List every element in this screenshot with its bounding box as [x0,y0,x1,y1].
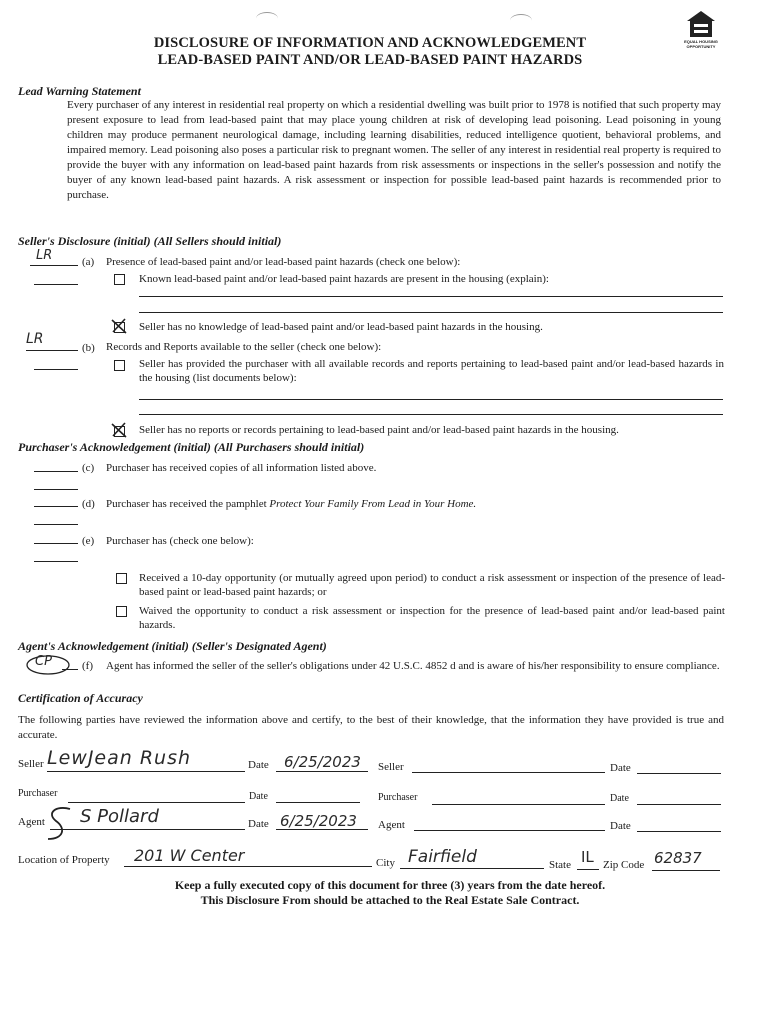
agent-label: Agent [18,816,45,828]
documents-line-2[interactable] [139,414,723,415]
item-b-label: (b) [82,342,95,354]
agent-ack-heading: Agent's Acknowledgement (initial) (Seller's Designated Agent) [18,639,327,653]
seller2-date-line[interactable] [637,773,721,774]
seller-date-label: Date [248,759,269,771]
purchaser-label: Purchaser [18,788,58,799]
agent2-signature-line[interactable] [414,830,605,831]
location-label: Location of Property [18,854,110,866]
city-value: Fairfield [408,847,477,867]
agent2-date-label: Date [610,820,631,832]
page-subtitle: LEAD-BASED PAINT AND/OR LEAD-BASED PAINT HAZARDS [157,52,583,68]
lead-warning-body: Every purchaser of any interest in residential real property on which a residential dwelling was built prior to 1978 is notified that such property may present exposure to lead from lead-based paint that may place young children at risk of developing lead poisoning. Lead poisoning in young children may produce permanent neurological damage, including learning disabilities, reduced intelligence quotient, behavioral problems, and impaired memory. Lead poisoning also poses a particular risk to pregnant women. The seller of any interest in residential real property is required to provide the buyer with any information on lead-based paint hazards from risk assessments or inspections in the seller's possession and notify the buyer of any known lead-based paint hazards. A risk assessment or inspection for possible lead-based paint hazards is recommended prior to purchase. [67,99,721,201]
purchaser-ack-heading: Purchaser's Acknowledgement (initial) (All Purchasers should initial) [18,440,365,454]
initials-seller-b: LR [26,331,44,347]
scan-mark [256,12,278,25]
initials-line-a[interactable] [30,265,78,266]
purchaser2-date-label: Date [610,793,629,804]
item-d-label: (d) [82,498,95,510]
option-records-provided: Seller has provided the purchaser with all available records and reports pertaining to lead-based paint and/or lead-based hazards in the housing (list documents below): [139,358,724,384]
item-d-text [106,497,476,511]
item-f-text: Agent has informed the seller of the seller's obligations under 42 U.S.C. 4852 d and is aware of his/her responsibility to ensure compliance. [106,660,720,672]
seller-disclosure-heading: Seller's Disclosure (initial) (All Sellers should initial) [18,234,282,248]
seller-date: 6/25/2023 [284,753,361,771]
city-line[interactable] [400,868,544,869]
seller-date-line[interactable] [276,771,368,772]
purchaser2-signature-line[interactable] [432,804,605,805]
certification-body: The following parties have reviewed the information above and certify, to the best of their knowledge, that the information they have provided is true and accurate. [18,714,724,741]
purchaser-signature-line[interactable] [68,802,245,803]
initials-line-f[interactable] [62,669,78,670]
checkbox-received-opportunity[interactable] [116,573,127,584]
purchaser2-date-line[interactable] [637,804,721,805]
equal-housing-opportunity-icon [683,9,719,53]
item-a-text: Presence of lead-based paint and/or lead-based paint hazards (check one below): [106,256,461,268]
seller2-date-label: Date [610,762,631,774]
option-no-knowledge: Seller has no knowledge of lead-based paint and/or lead-based paint hazards in the housing. [139,321,543,333]
agent-date: 6/25/2023 [280,812,357,830]
initials-line-c[interactable] [34,471,78,472]
state-line[interactable] [577,869,599,870]
zip-label: Zip Code [603,859,645,871]
lead-warning-heading: Lead Warning Statement [18,84,141,98]
initials-line-c2[interactable] [34,489,78,490]
initials-seller-a: LR [36,248,53,263]
location-line[interactable] [124,866,372,867]
location-value: 201 W Center [134,846,245,865]
initials-line-e[interactable] [34,543,78,544]
purchaser-date-line[interactable] [276,802,360,803]
agent2-date-line[interactable] [637,831,721,832]
initials-line-e2[interactable] [34,561,78,562]
agent-signature-line[interactable] [50,829,245,830]
state-label: State [549,859,571,871]
agent-date-line[interactable] [276,829,368,830]
scan-mark [510,14,532,27]
initials-line-b2[interactable] [34,369,78,370]
item-d-text-main: Purchaser has received the pamphlet [106,498,267,510]
option-no-records: Seller has no reports or records pertaining to lead-based paint and/or lead-based paint hazards in the housing. [139,424,619,436]
item-e-text: Purchaser has (check one below): [106,535,254,547]
item-a-label: (a) [82,256,95,268]
item-b-text: Records and Reports available to the seller (check one below): [106,341,382,353]
city-label: City [376,857,395,869]
seller-signature-line[interactable] [47,771,245,772]
initials-line-b[interactable] [26,350,78,351]
item-e-label: (e) [82,535,95,547]
logo-caption: EQUAL HOUSING OPPORTUNITY [684,39,718,49]
item-f-label: (f) [82,660,93,672]
initials-agent-f: CP [35,654,52,669]
item-c-label: (c) [82,462,95,474]
seller-signature: LewJean Rush [47,747,192,769]
state-value: IL [581,848,594,866]
checkbox-records-provided[interactable] [114,360,125,371]
explain-line-2[interactable] [139,312,723,313]
initials-line-a2[interactable] [34,284,78,285]
zip-value: 62837 [654,849,702,867]
documents-line-1[interactable] [139,399,723,400]
item-c-text: Purchaser has received copies of all information listed above. [106,462,377,474]
initials-line-d[interactable] [34,506,78,507]
option-known-lead: Known lead-based paint and/or lead-based paint hazards are present in the housing (explain): [139,273,549,285]
pamphlet-title: Protect Your Family From Lead in Your Home. [269,498,477,510]
certification-heading: Certification of Accuracy [18,691,143,705]
agent2-label: Agent [378,819,405,831]
checkbox-waived-opportunity[interactable] [116,606,127,617]
agent-date-label: Date [248,818,269,830]
footer-line-1: Keep a fully executed copy of this document for three (3) years from the date hereof. [174,878,606,892]
seller-label: Seller [18,758,44,770]
checkbox-known-lead[interactable] [114,274,125,285]
initials-line-d2[interactable] [34,524,78,525]
agent-signature: S Pollard [80,806,159,827]
agent-signature-s-mark [40,803,80,845]
purchaser-date-label: Date [249,791,268,802]
page-title: DISCLOSURE OF INFORMATION AND ACKNOWLEDGEMENT [153,35,587,51]
option-waived-opportunity: Waived the opportunity to conduct a risk assessment or inspection for the presence of lead-based paint and/or lead-based paint hazards. [139,605,725,631]
explain-line-1[interactable] [139,296,723,297]
seller2-label: Seller [378,761,404,773]
check-mark-icon [109,421,129,439]
purchaser2-label: Purchaser [378,792,418,803]
footer-line-2: This Disclosure From should be attached to the Real Estate Sale Contract. [200,893,580,907]
check-mark-icon [109,317,129,335]
seller2-signature-line[interactable] [412,772,605,773]
option-received-opportunity: Received a 10-day opportunity (or mutually agreed upon period) to conduct a risk assessment or inspection of the presence of lead-based paint or lead-based paint hazards; or [139,572,725,598]
zip-line[interactable] [652,870,720,871]
